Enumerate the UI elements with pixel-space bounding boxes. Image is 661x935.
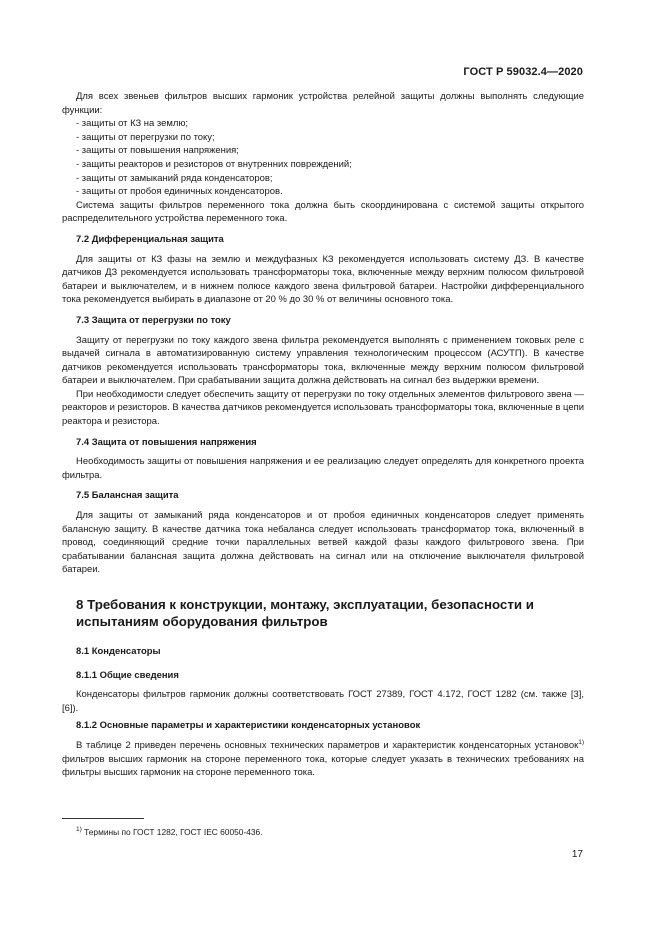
section-8-1-heading: 8.1 Конденсаторы — [76, 646, 161, 657]
section-8-heading: 8 Требования к конструкции, монтажу, эксплуатации, безопасности и испытаниям оборудования фильтров — [76, 597, 534, 629]
coordination-paragraph: Система защиты фильтров переменного тока должна быть скоординирована с системой защиты открытого распределительного устройства переменного тока. — [62, 199, 584, 225]
section-7-3-heading: 7.3 Защита от перегрузки по току — [76, 314, 231, 326]
section-7-2-paragraph: Для защиты от КЗ фазы на землю и междуфазных КЗ рекомендуется использовать систему ДЗ. В качестве датчиков ДЗ рекомендуется использовать трансформаторы тока, включенные между верхним полюсом фильтровой батареи и выключателем, и в нижнем полюсе каждого звена фильтровой батареи. Настройки дифференциального тока рекомендуется выбирать в диапазоне от 20 % до 30 % от величины основного тока. — [62, 253, 584, 306]
section-7-3-paragraph-1: Защиту от перегрузки по току каждого звена фильтра рекомендуется выполнять с применением токовых реле с выдачей сигнала в автоматизированную систему управления технологическим процессом (АСУТП). В качестве датчиков рекомендуется использовать трансформаторы тока, включенные между верхним полюсом фильтровой батареи и выключателем. При срабатывании защита должна действовать на сигнал без выдержки времени. — [62, 334, 584, 387]
page-content — [62, 90, 584, 780]
footnote-text: Термины по ГОСТ 1282, ГОСТ IEC 60050-436. — [81, 827, 263, 837]
section-7-2-heading: 7.2 Дифференциальная защита — [76, 233, 224, 245]
section-8-1-2-paragraph — [62, 739, 584, 780]
footnote — [76, 827, 263, 837]
document-id-header: ГОСТ Р 59032.4—2020 — [463, 66, 583, 78]
list-item: - защиты от повышения напряжения; — [76, 145, 239, 157]
footnote-reference: 1) — [578, 738, 584, 746]
list-item: - защиты от замыканий ряда конденсаторов; — [76, 172, 273, 184]
section-7-4-paragraph: Необходимость защиты от повышения напряжения и ее реализацию следует определять для конкретного проекта фильтра. — [62, 456, 584, 481]
intro-paragraph: Для всех звеньев фильтров высших гармоник устройства релейной защиты должны выполнять следующие функции: — [62, 91, 584, 116]
section-8-1-1-heading: 8.1.1 Общие сведения — [76, 669, 179, 681]
section-8-1-2-heading: 8.1.2 Основные параметры и характеристики конденсаторных установок — [76, 720, 421, 732]
footnote-divider — [62, 818, 144, 819]
list-item: - защиты от пробоя единичных конденсаторов. — [76, 186, 283, 198]
paragraph-text-start: В таблице 2 приведен перечень основных технических параметров и характеристик конденсаторных установок — [76, 739, 579, 751]
list-item: - защиты реакторов и резисторов от внутренних повреждений; — [76, 158, 352, 170]
section-7-4-heading: 7.4 Защита от повышения напряжения — [76, 436, 257, 448]
list-item: - защиты от перегрузки по току; — [76, 131, 215, 143]
page-number: 17 — [571, 849, 583, 860]
footnote-mark: 1) — [76, 826, 82, 833]
section-7-5-paragraph: Для защиты от замыканий ряда конденсаторов и от пробоя единичных конденсаторов следует применять балансную защиту. В качестве датчика тока небаланса следует использовать трансформатор тока, включенный в провод, соединяющий средние точки параллельных ветвей каждой фазы каждого фильтрового звена. При срабатывании балансная защита должна действовать на сигнал или на отключение выключателя фильтровой батареи. — [62, 510, 584, 576]
section-7-5-heading: 7.5 Балансная защита — [76, 490, 179, 502]
list-item: - защиты от КЗ на землю; — [76, 118, 189, 130]
section-8-1-1-paragraph: Конденсаторы фильтров гармоник должны соответствовать ГОСТ 27389, ГОСТ 4.172, ГОСТ 1282 (см. также [3], [6]). — [62, 689, 584, 714]
paragraph-text-end: фильтров высших гармоник на стороне переменного тока, которые следует указать в технических требованиях на фильтры высших гармоник на стороне переменного тока. — [62, 753, 584, 779]
section-7-3-paragraph-2: При необходимости следует обеспечить защиту от перегрузки по току отдельных элементов фильтрового звена — реакторов и резисторов. В качества датчиков рекомендуется использовать трансформаторы тока, включенные в цепи реактора и резистора. — [62, 388, 584, 428]
